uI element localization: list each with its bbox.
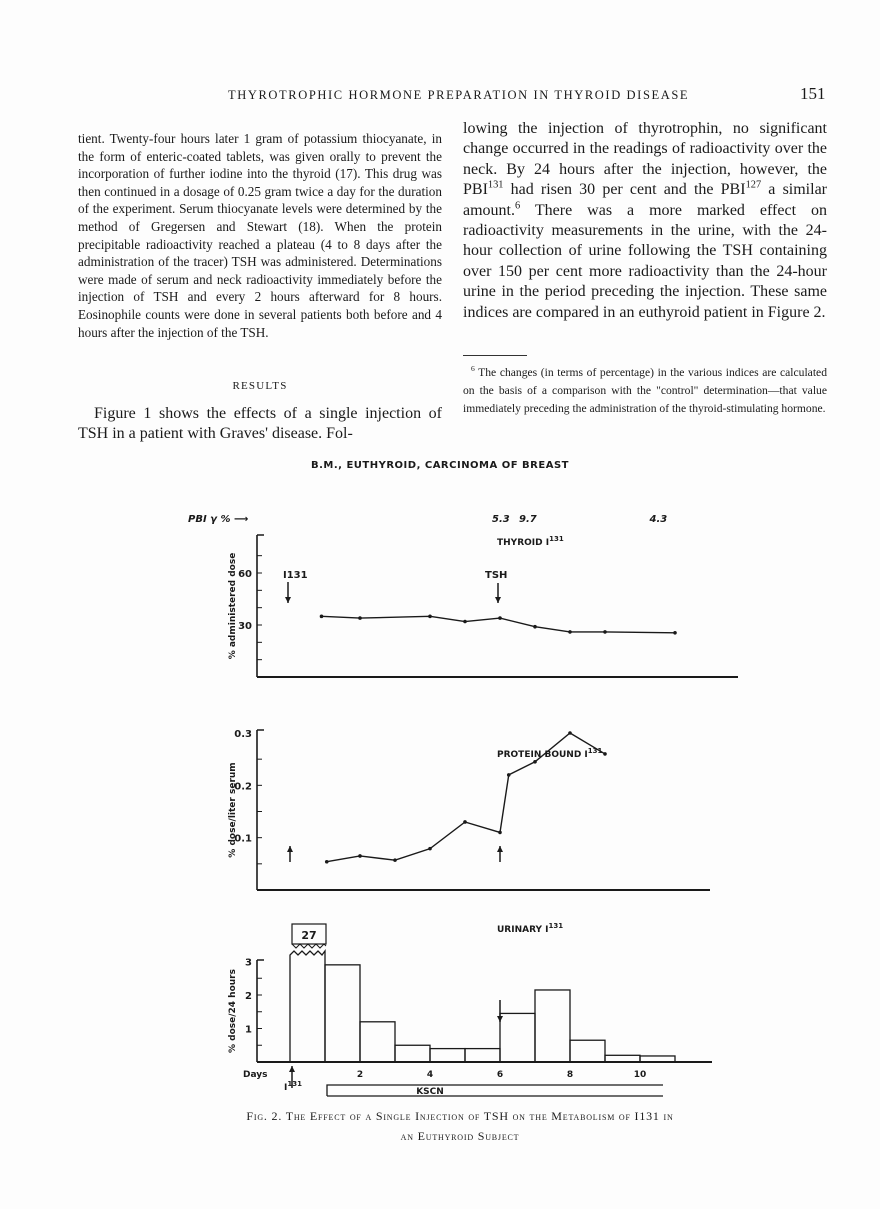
y-tick-label: 0.3 <box>234 729 252 740</box>
x-tick-label: 4 <box>426 1070 434 1080</box>
title-text: PROTEIN BOUND I <box>497 750 588 760</box>
caption-line-1: Fig. 2. The Effect of a Single Injection of TSH on the Metabolism of I131 in <box>246 1109 674 1123</box>
caption-line-2: an Euthyroid Subject <box>400 1129 520 1143</box>
x-axis-label: Days <box>243 1070 268 1080</box>
title-superscript: 131 <box>549 535 564 543</box>
data-point <box>320 615 324 619</box>
bar-broken <box>290 951 325 1062</box>
pbi-label: PBI γ % ⟶ <box>188 514 249 525</box>
y-tick-label: 0.2 <box>234 781 252 793</box>
y-axis-label: % dose/24 hours <box>228 969 238 1053</box>
footnote-mark: 6 <box>471 364 475 374</box>
data-point <box>603 752 607 756</box>
title-text: URINARY I <box>497 925 549 935</box>
title-text: THYROID I <box>497 538 550 548</box>
pbi-value: 4.3 <box>649 514 668 525</box>
data-point <box>533 625 537 629</box>
y-tick-label: 1 <box>245 1024 252 1036</box>
y-tick-label: 3 <box>245 957 252 969</box>
kscn-bar <box>327 1085 663 1096</box>
section-heading-results: RESULTS <box>232 380 288 392</box>
y-tick-label: 30 <box>238 621 252 632</box>
panel-title-urinary <box>497 922 564 935</box>
bar <box>465 1049 500 1062</box>
data-point <box>428 847 432 851</box>
i131-injection-arrow-head <box>285 597 291 603</box>
title-superscript: 131 <box>548 922 564 930</box>
text-run: a similar amount. <box>463 181 828 219</box>
i131-marker-label: I131 <box>283 570 308 581</box>
data-point <box>463 620 467 624</box>
superscript: 127 <box>745 179 762 191</box>
text-run: lowing the injection of thyrotrophin, no significant change occurred in the readings of radioactivity over the neck. By 24 hours after the injection, however, the PBI <box>463 120 827 199</box>
x-tick-label: 10 <box>633 1070 647 1080</box>
title-superscript: 131 <box>587 747 603 755</box>
tsh-arrow-head <box>497 846 503 852</box>
figure-caption <box>180 1106 740 1146</box>
data-point <box>498 616 502 620</box>
kscn-label: KSCN <box>416 1087 444 1097</box>
bar <box>535 990 570 1062</box>
page-number: 151 <box>800 84 826 103</box>
bar <box>430 1049 465 1062</box>
tsh-marker-label: TSH <box>485 570 508 581</box>
superscript: 131 <box>487 179 504 191</box>
break-value-label: 27 <box>301 929 317 942</box>
data-point <box>507 773 511 777</box>
i131-arrow-head <box>289 1066 295 1072</box>
tsh-arrow-head <box>497 1016 503 1022</box>
footnote-ref: 6 <box>515 200 521 212</box>
data-point <box>325 860 329 864</box>
x-tick-label: 8 <box>566 1070 574 1080</box>
y-tick-label: 60 <box>238 569 252 580</box>
y-tick-label: 2 <box>245 991 252 1002</box>
i131-arrow-head <box>287 846 293 852</box>
panel-title-protein-bound <box>497 747 603 760</box>
panel-title-thyroid <box>497 535 564 548</box>
y-tick-label: 0.1 <box>234 833 252 845</box>
data-point <box>358 854 362 858</box>
x-tick-label: 6 <box>496 1070 504 1080</box>
bar <box>605 1055 640 1062</box>
paragraph-text: Figure 1 shows the effects of a single injection of TSH in a patient with Graves' disease. Fol- <box>78 405 442 442</box>
pbi-value: 9.7 <box>519 514 537 525</box>
running-title: THYROTROPHIC HORMONE PREPARATION IN THYROID DISEASE <box>228 88 690 102</box>
data-point <box>393 858 397 862</box>
pbi-value: 5.3 <box>492 514 510 525</box>
data-point <box>603 630 607 634</box>
data-point <box>428 615 432 619</box>
bar <box>500 1013 535 1062</box>
data-point <box>673 631 677 635</box>
bar <box>570 1040 605 1062</box>
paragraph-text: tient. Twenty-four hours later 1 gram of potassium thiocyanate, in the form of enteric-coated tablets, was given orally to prevent the incorporation of further iodine into the thyroid (17). This drug was then continued in a dosage of 0.25 gram twice a day for the duration of the experiment. Serum thiocyanate levels were determined by the method of Gregersen and Stewart (18). When the protein precipitable radioactivity reached a plateau (4 to 8 days after the administration of the tracer) TSH was administered. Determinations were made of serum and neck radioactivity immediately before the injection of TSH and every 2 hours afterward for 8 hours. Eosinophile counts were done in several patients both before and 4 hours after the injection of the TSH. <box>78 131 442 340</box>
bar <box>360 1022 395 1062</box>
i131-label: $I^{131}$ <box>284 1080 302 1093</box>
figure-title: B.M., EUTHYROID, CARCINOMA OF BREAST <box>311 460 569 471</box>
series-line <box>322 616 676 632</box>
data-point <box>498 831 502 835</box>
data-point <box>463 820 467 824</box>
text-run: There was a more marked effect on radioactivity measurements in the urine, with the 24-hour collection of urine following the TSH containing over 150 per cent more radioactivity than the 24-hour urine in the period preceding the injection. These same indices are compared in an euthyroid patient in Figure 2. <box>463 201 827 321</box>
y-axis-label: % dose/liter serum <box>228 762 238 858</box>
data-point <box>533 760 537 764</box>
bar <box>395 1045 430 1062</box>
text-run: had risen 30 per cent and the PBI <box>503 181 746 199</box>
data-point <box>568 731 572 735</box>
bar <box>325 965 360 1062</box>
x-tick-label: 2 <box>356 1070 364 1080</box>
data-point <box>568 630 572 634</box>
data-point <box>358 616 362 620</box>
tsh-injection-arrow-head <box>495 597 501 603</box>
footnote-text: The changes (in terms of percentage) in the various indices are calculated on the basis of a comparison with the "control" determination—that value immediately preceding the administration of the thyroid-stimulating hormone. <box>463 366 827 415</box>
y-axis-label: % administered dose <box>228 552 238 660</box>
